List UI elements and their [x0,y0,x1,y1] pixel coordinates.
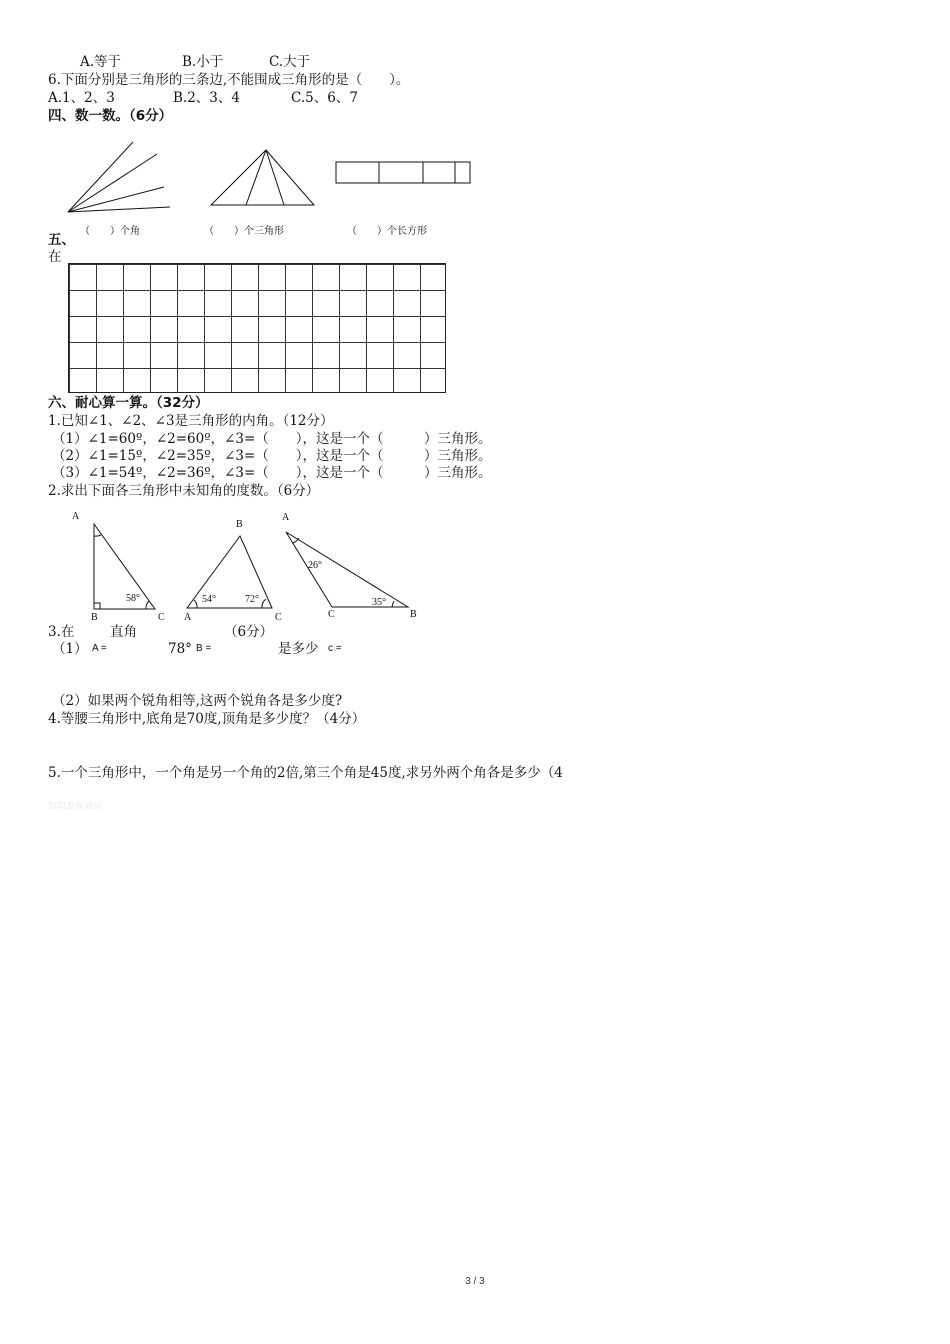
option-b: B.小于 [182,54,224,70]
obtuse-triangle [286,532,408,607]
caption-rectangles: （ ）个长方形 [347,226,427,237]
tri3-vertex-a: A [282,512,290,523]
tri1-vertex-c: C [158,612,165,623]
tri1-vertex-a: A [72,511,80,522]
caption-triangles: （ ）个三角形 [204,226,284,237]
tri3-vertex-c: C [328,609,335,620]
tri1-vertex-b: B [91,612,98,623]
option-c: C.大于 [269,54,311,70]
tri1-angle: 58° [126,593,140,604]
question-6-3-b: 直角 [110,624,137,640]
q6-option-c: C.5、6、7 [291,90,358,106]
q3-sub1-d: B = [196,643,212,654]
tri3-vertex-b: B [410,609,417,620]
tri2-angle-1: 54° [202,594,216,605]
tri2-vertex-a: A [184,612,192,623]
question-6-1: 1.已知∠1、∠2、∠3是三角形的内角。（12分） [48,413,334,429]
faint-watermark-text: 知识改变命运 [48,802,103,812]
section-5-heading: 五、 [48,232,75,248]
q3-sub1-b: A = [92,643,107,654]
tri2-angle-2: 72° [245,594,259,605]
page-number: 3 / 3 [465,1276,485,1287]
q1-row-3: （3）∠1=54º，∠2=36º，∠3=（ ），这是一个（ ）三角形。 [52,465,492,481]
option-a: A.等于 [80,54,122,70]
question-6-3-c: （6分） [224,624,274,640]
question-6-4: 4.等腰三角形中,底角是70度,顶角是多少度？（4分） [48,711,366,727]
acute-triangle [187,536,272,608]
section-5-instruction: 在 [48,249,62,265]
q6-option-b: B.2、3、4 [173,90,240,106]
angle-triangles [0,0,950,640]
q3-sub1-a: （1） [52,641,88,657]
section-4-heading: 四、数一数。（6分） [48,108,173,124]
tri2-vertex-c: C [275,612,282,623]
q6-option-a: A.1、2、3 [48,90,115,106]
tri3-angle-2: 35° [372,597,386,608]
q3-sub1-f: c = [328,643,342,654]
question-6-2: 2.求出下面各三角形中未知角的度数。（6分） [48,483,320,499]
tri2-vertex-b: B [236,519,243,530]
q3-sub2: （2）如果两个锐角相等,这两个锐角各是多少度? [52,693,343,709]
question-6-5: 5.一个三角形中，一个角是另一个角的2倍,第三个角是45度,求另外两个角各是多少（4 [48,765,563,781]
tri3-angle-1: 26° [308,560,322,571]
q1-row-2: （2）∠1=15º，∠2=35º，∠3=（ ），这是一个（ ）三角形。 [52,448,492,464]
caption-angles: （ ）个角 [80,226,140,237]
section-6-heading: 六、耐心算一算。（32分） [48,395,209,411]
question-6: 6.下面分别是三角形的三条边,不能围成三角形的是（ ）。 [48,72,410,88]
question-6-3-a: 3.在 [48,624,75,640]
q3-sub1-e: 是多少 [278,641,319,657]
right-triangle [94,524,155,609]
q1-row-1: （1）∠1=60º，∠2=60º，∠3=（ ），这是一个（ ）三角形。 [52,431,492,447]
q3-sub1-c: 78° [168,641,192,657]
